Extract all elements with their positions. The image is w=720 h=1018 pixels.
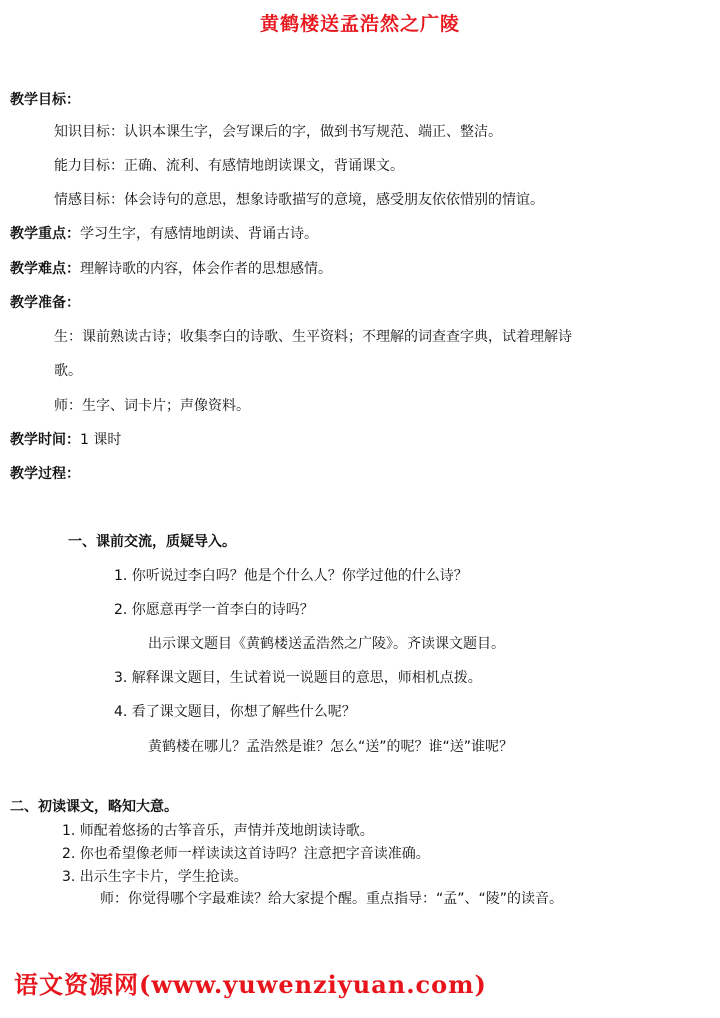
time-value: 1 课时: [80, 432, 122, 448]
key-points-row: [10, 224, 318, 244]
process-label: 教学过程：: [10, 466, 80, 482]
emotion-objective: 情感目标：体会诗句的意思，想象诗歌描写的意境，感受朋友依依惜别的情谊。: [54, 192, 544, 208]
knowledge-objective: 知识目标：认识本课生字，会写课后的字，做到书写规范、端正、整洁。: [54, 124, 502, 140]
preparation-label: 教学准备：: [10, 295, 80, 311]
section1-question2-note: 出示课文题目《黄鹤楼送孟浩然之广陵》。齐读课文题目。: [148, 636, 505, 652]
section2-step3: 3. 出示生字卡片，学生抢读。: [62, 869, 248, 885]
time-row: [10, 430, 121, 450]
section1-question1: 1. 你听说过李白吗？他是个什么人？你学过他的什么诗？: [114, 568, 468, 584]
student-preparation-line2: 歌。: [54, 363, 82, 379]
time-label: 教学时间：: [10, 432, 80, 448]
ability-objective: 能力目标：正确、流利、有感情地朗读课文，背诵课文。: [54, 158, 404, 174]
objectives-label: 教学目标：: [10, 92, 80, 108]
key-points-text: 学习生字，有感情地朗读、背诵古诗。: [80, 226, 318, 242]
section2-step3-note: 师：你觉得哪个字最难读？给大家提个醒。重点指导：“孟”、“陵”的读音。: [100, 891, 564, 907]
difficulties-label: 教学难点：: [10, 261, 80, 277]
section2-heading: 二、初读课文，略知大意。: [10, 799, 178, 815]
section1-heading: 一、课前交流，质疑导入。: [68, 534, 236, 550]
document-title: 黄鹤楼送孟浩然之广陵: [259, 13, 460, 35]
footer-watermark: 语文资源网(www.yuwenziyuan.com): [14, 970, 487, 999]
section2-step2: 2. 你也希望像老师一样读读这首诗吗？注意把字音读准确。: [62, 846, 430, 862]
difficulties-row: [10, 259, 332, 279]
key-points-label: 教学重点：: [10, 226, 80, 242]
section1-question4: 4. 看了课文题目，你想了解些什么呢？: [114, 704, 356, 720]
student-preparation-line1: 生：课前熟读古诗；收集李白的诗歌、生平资料；不理解的词查查字典，试着理解诗: [54, 329, 572, 345]
section1-question3: 3. 解释课文题目，生试着说一说题目的意思，师相机点拨。: [114, 670, 482, 686]
section1-question2: 2. 你愿意再学一首李白的诗吗？: [114, 602, 314, 618]
difficulties-text: 理解诗歌的内容，体会作者的思想感情。: [80, 261, 332, 277]
section2-step1: 1. 师配着悠扬的古筝音乐，声情并茂地朗读诗歌。: [62, 823, 374, 839]
section1-question4-note: 黄鹤楼在哪儿？孟浩然是谁？怎么“送”的呢？谁“送”谁呢？: [148, 739, 514, 755]
teacher-preparation: 师：生字、词卡片；声像资料。: [54, 398, 250, 414]
